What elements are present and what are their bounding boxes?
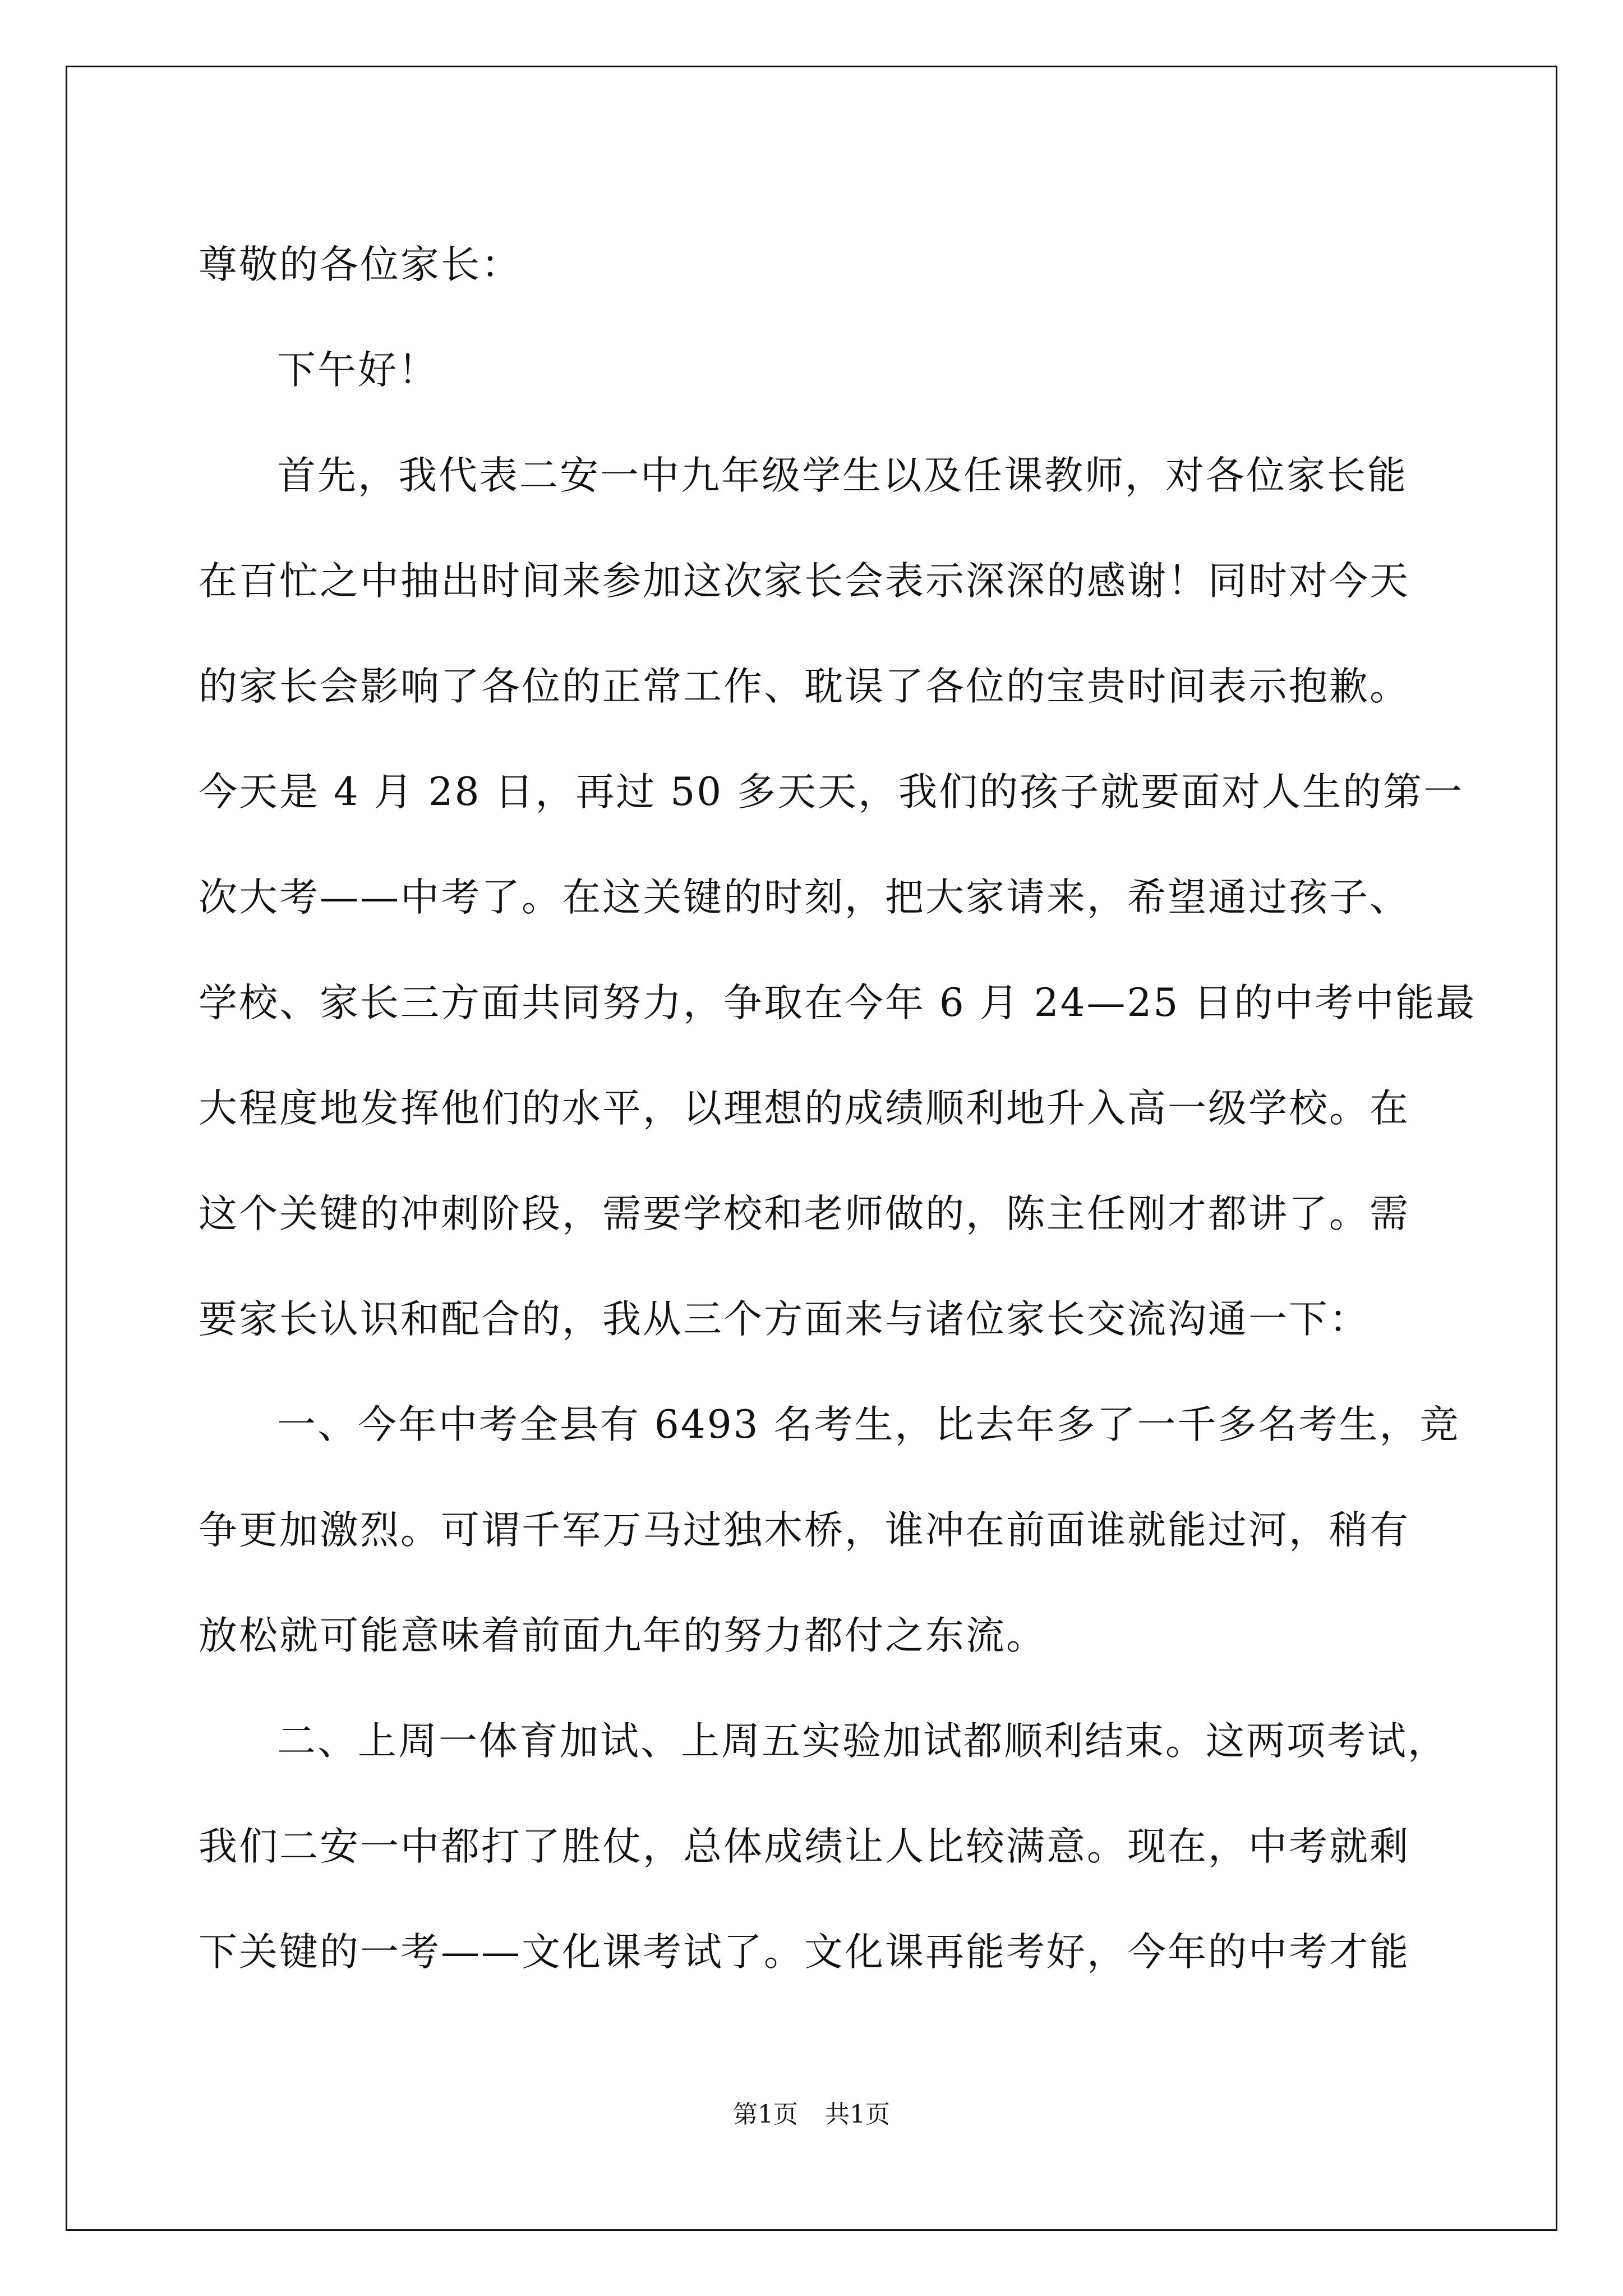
text-line: 下关键的一考——文化课考试了。文化课再能考好，今年的中考才能 (199, 1930, 1410, 1975)
text-line: 放松就可能意味着前面九年的努力都付之东流。 (199, 1613, 1046, 1658)
text-line: 首先，我代表二安一中九年级学生以及任课教师，对各位家长能 (277, 453, 1408, 498)
letter-body (199, 212, 1477, 2005)
text-line: 学校、家长三方面共同努力，争取在今年 6 月 24—25 日的中考中能最 (199, 981, 1477, 1025)
page-footer (0, 2098, 1623, 2132)
text-line: 我们二安一中都打了胜仗，总体成绩让人比较满意。现在，中考就剩 (199, 1824, 1410, 1869)
text-line: 这个关键的冲刺阶段，需要学校和老师做的，陈主任刚才都讲了。需 (199, 1191, 1410, 1236)
text-line: 的家长会影响了各位的正常工作、耽误了各位的宝贵时间表示抱歉。 (199, 664, 1410, 709)
text-line: 今天是 4 月 28 日，再过 50 多天天，我们的孩子就要面对人生的第一 (199, 770, 1464, 815)
text-line: 一、今年中考全县有 6493 名考生，比去年多了一千多名考生，竞 (277, 1402, 1460, 1447)
salutation: 尊敬的各位家长： (199, 242, 522, 287)
text-line: 在百忙之中抽出时间来参加这次家长会表示深深的感谢！同时对今天 (199, 559, 1410, 604)
text-line: 次大考——中考了。在这关键的时刻，把大家请来，希望通过孩子、 (199, 875, 1410, 920)
page-number: 第1页 (733, 2100, 798, 2129)
text-line: 大程度地发挥他们的水平，以理想的成绩顺利地升入高一级学校。在 (199, 1086, 1410, 1131)
text-line: 争更加激烈。可谓千军万马过独木桥，谁冲在前面谁就能过河，稍有 (199, 1508, 1410, 1553)
page-total: 共1页 (825, 2100, 890, 2129)
text-line: 二、上周一体育加试、上周五实验加试都顺利结束。这两项考试， (277, 1719, 1448, 1764)
text-line: 要家长认识和配合的，我从三个方面来与诸位家长交流沟通一下： (199, 1297, 1370, 1342)
greeting: 下午好！ (277, 348, 439, 393)
